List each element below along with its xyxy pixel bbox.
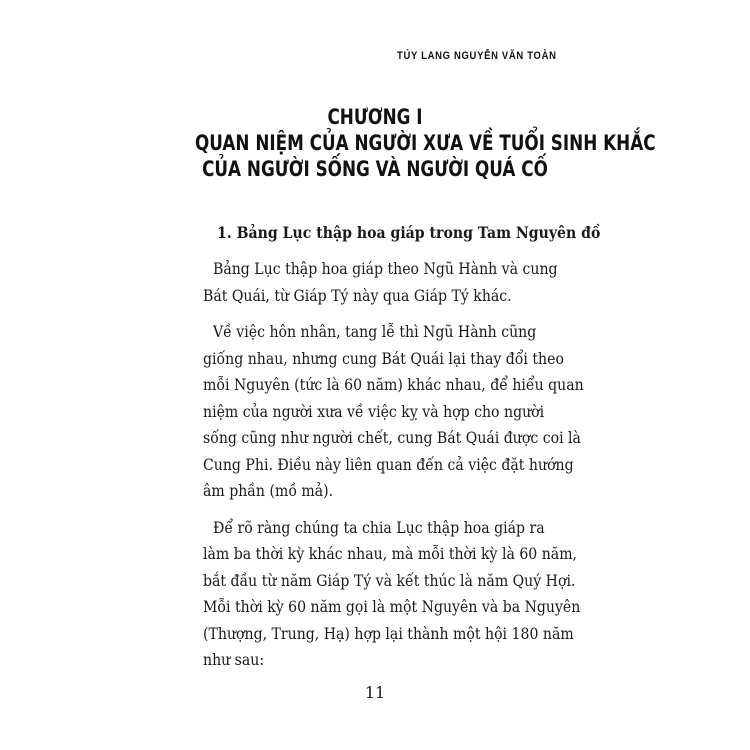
- paragraph-line: mỗi Nguyên (tức là 60 năm) khác nhau, để hiểu quan: [203, 375, 584, 394]
- paragraph-line: giống nhau, nhưng cung Bát Quái lại thay đổi theo: [203, 348, 564, 368]
- paragraph-line: niệm của người xưa về việc kỵ và hợp cho người: [203, 401, 545, 421]
- paragraph-line: như sau:: [203, 650, 265, 669]
- paragraph-2: [203, 319, 584, 505]
- chapter-number: CHƯƠNG I: [327, 105, 423, 129]
- paragraph-line: bắt đầu từ năm Giáp Tý và kết thúc là năm Quý Hợi.: [203, 570, 576, 590]
- paragraph-line: sống cũng như người chết, cung Bát Quái được coi là: [203, 428, 581, 447]
- body-text: [203, 219, 601, 684]
- running-header-author: TÚY LANG NGUYỄN VĂN TOÀN: [397, 50, 557, 62]
- paragraph-line: Về việc hôn nhân, tang lễ thì Ngũ Hành cũng: [213, 322, 537, 341]
- section-heading: 1. Bảng Lục thập hoa giáp trong Tam Nguyên đồ: [217, 223, 601, 242]
- chapter-title-line-1: QUAN NIỆM CỦA NGƯỜI XƯA VỀ TUỔI SINH KHẮC: [195, 131, 656, 155]
- paragraph-line: làm ba thời kỳ khác nhau, mà mỗi thời kỳ là 60 năm,: [203, 544, 578, 563]
- page-number: 11: [364, 683, 386, 702]
- paragraph-line: Bát Quái, từ Giáp Tý này qua Giáp Tý khác.: [203, 285, 512, 305]
- paragraph-line: âm phần (mồ mả).: [203, 481, 334, 500]
- paragraph-line: Bảng Lục thập hoa giáp theo Ngũ Hành và cung: [213, 259, 558, 278]
- paragraph-1: [203, 256, 558, 309]
- paragraph-line: Mỗi thời kỳ 60 năm gọi là một Nguyên và ba Nguyên: [203, 597, 581, 616]
- paragraph-line: Để rõ ràng chúng ta chia Lục thập hoa giáp ra: [213, 517, 545, 537]
- chapter-title-line-2: CỦA NGƯỜI SỐNG VÀ NGƯỜI QUÁ CỐ: [202, 157, 548, 181]
- paragraph-3: [203, 515, 581, 674]
- paragraph-line: Cung Phi. Điều này liên quan đến cả việc đặt hướng: [203, 454, 574, 474]
- chapter-title-block: [150, 104, 656, 182]
- paragraph-line: (Thượng, Trung, Hạ) hợp lại thành một hội 180 năm: [203, 623, 574, 643]
